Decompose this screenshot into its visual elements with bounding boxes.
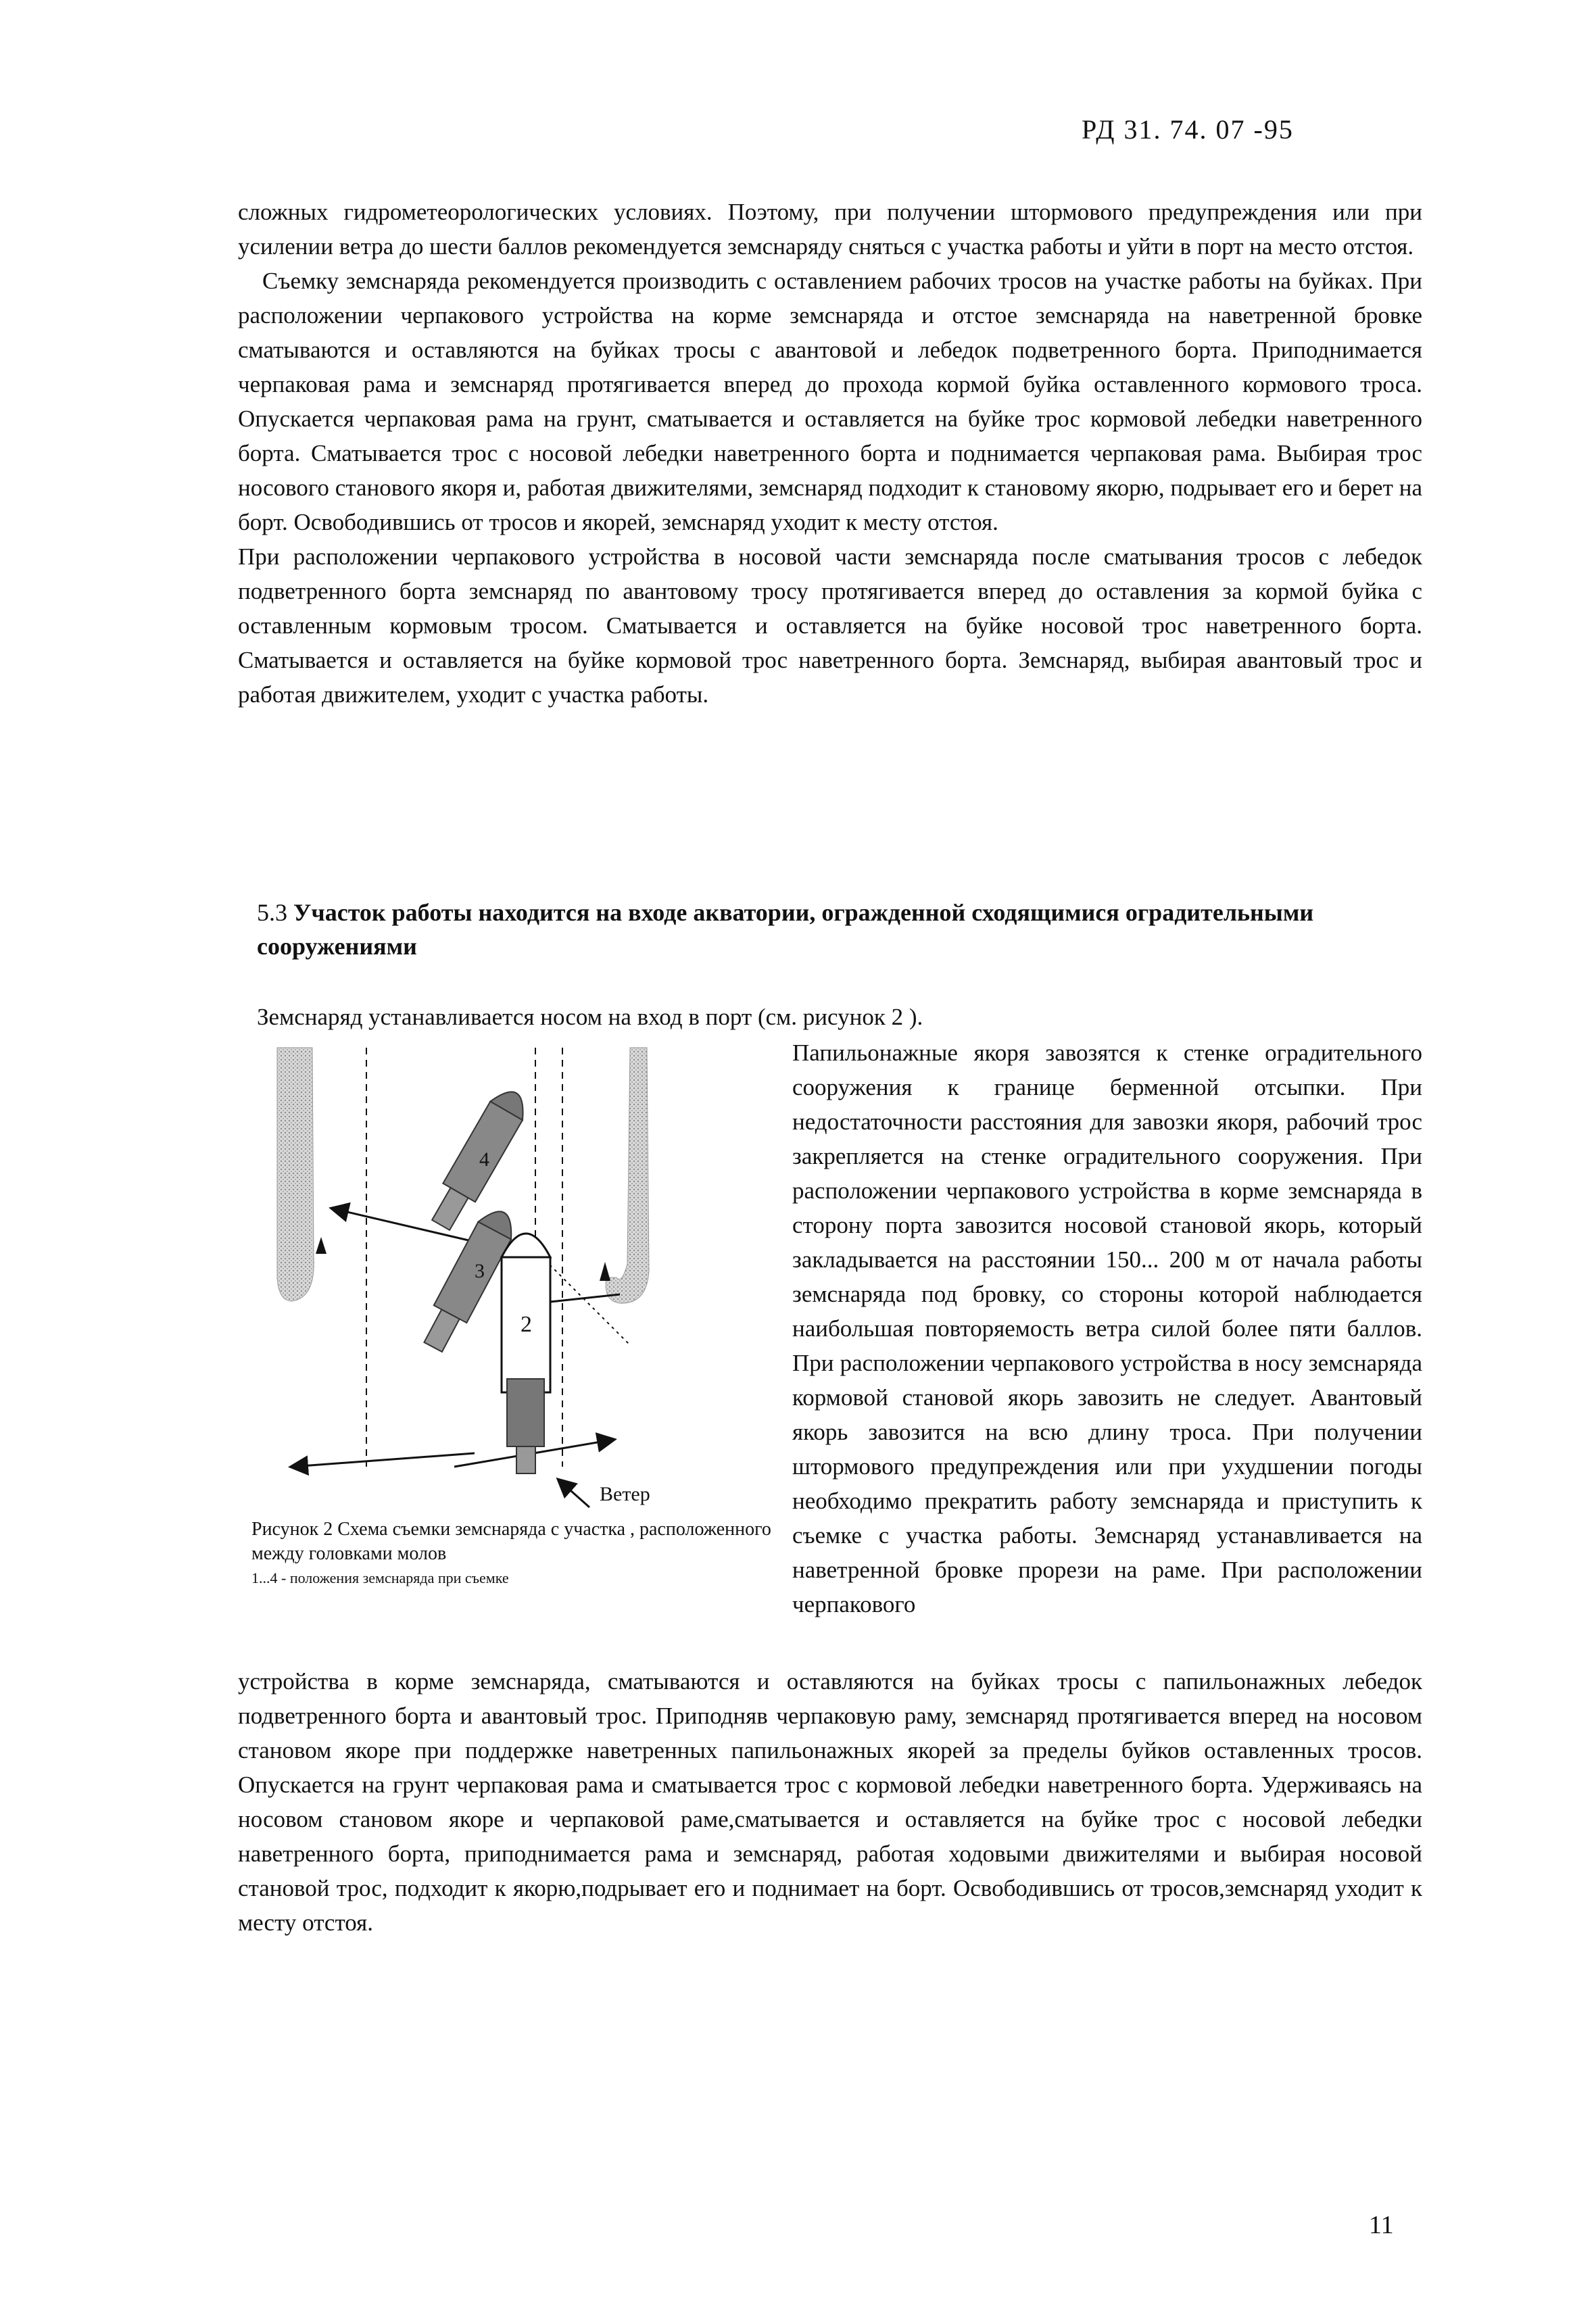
paragraph-1: сложных гидрометеорологических условиях. Поэтому, при получении штормового предупреждения или при усилении ветра до шести баллов рекомендуется земснаряду сняться с участка работы и уйти в порт на место отстоя. — [238, 199, 1422, 260]
paragraph-2: Съемку земснаряда рекомендуется производить с оставлением рабочих тросов на участке работы на буйках. При расположении черпакового устройства на корме земснаряда и отстое земснаряда на наветренной бровке сматываются и оставляются на буйках тросы с авантовой и лебедок подветренного борта. Приподнимается черпаковая рама и земснаряд протягивается вперед до прохода кормой буйка оставленного кормового троса. Опускается черпаковая рама на грунт, сматывается и оставляется на буйке трос кормовой лебедки наветренного борта. Сматывается трос с носовой лебедки наветренного борта и поднимается черпаковая рама. Выбирая трос носового станового якоря и, работая движителями, земснаряд подходит к становому якорю, подрывает его и берет на борт. Освободившись от тросов и якорей, земснаряд уходит к месту отстоя. — [238, 268, 1422, 535]
left-breakwater — [277, 1048, 314, 1301]
right-column-paragraph: Папильонажные якоря завозятся к стенке оградительного сооружения к границе берменной отсыпки. При недостаточности расстояния для завозки якоря, рабочий трос закрепляется на стенке оградительного сооружения. При расположении черпакового устройства в корме земснаряда в сторону порта завозится носовой становой якорь, который закладывается на расстоянии 150... 200 м от начала работы земснаряда под бровку, со стороны которой наблюдается наибольшая повторяемость ветра силой более пяти баллов. При расположении черпакового устройства в носу земснаряда кормовой становой якорь завозить не следует. Авантовый якорь завозится на всю длину троса. При получении штормового предупреждения или при ухудшении погоды необходимо прекратить работу земснаряда и приступить к съемке с участка работы. Земснаряд устанавливается на наветренной бровке прорези на раме. При расположении черпакового — [792, 1040, 1422, 1617]
page-number: 11 — [1369, 2211, 1394, 2239]
anchor-right — [600, 1262, 610, 1281]
wind-label: Ветер — [600, 1483, 650, 1505]
section-heading — [257, 896, 1420, 963]
top-text-block — [238, 195, 1422, 712]
dredger-position-4 — [425, 1084, 533, 1234]
right-column-text — [792, 1035, 1422, 1622]
dredger-position-1 — [507, 1379, 544, 1473]
caption-main: Рисунок 2 Схема съемки земснаряда с участка , расположенного между головками молов — [251, 1519, 771, 1564]
right-breakwater — [606, 1048, 649, 1303]
cable-3 — [292, 1453, 475, 1467]
caption-sub: 1...4 - положения земснаряда при съемке — [251, 1569, 509, 1586]
bottom-text-block — [238, 1664, 1422, 1940]
position-label-3: 3 — [475, 1260, 485, 1282]
document-code: РД 31. 74. 07 -95 — [1082, 114, 1294, 145]
figure-2-diagram — [251, 1034, 779, 1505]
section-number: 5.3 — [257, 899, 287, 926]
paragraph-3: При расположении черпакового устройства в носовой части земснаряда после сматывания тросов с лебедок подветренного борта земснаряд по авантовому тросу протягивается вперед до оставления за кормой буйка с оставленным кормовым тросом. Сматывается и оставляется на буйке носовой трос наветренного борта. Сматывается и оставляется на буйке кормовой трос наветренного борта. Земснаряд, выбирая авантовый трос и работая движителем, уходит с участка работы. — [238, 543, 1422, 708]
anchor-left — [316, 1237, 327, 1254]
section-intro: Земснаряд устанавливается носом на вход в порт (см. рисунок 2 ). — [257, 1004, 923, 1030]
position-label-4: 4 — [479, 1148, 489, 1171]
section-title: Участок работы находится на входе акватории, огражденной сходящимися оградительными сооружениями — [257, 899, 1314, 960]
position-label-2: 2 — [521, 1312, 532, 1337]
figure-caption — [251, 1517, 779, 1590]
bottom-paragraph: устройства в корме земснаряда, сматываются и оставляются на буйках тросы с папильонажных лебедок подветренного борта и авантовый трос. Приподняв черпаковую раму, земснаряд протягивается вперед на носовом становом якоре при поддержке наветренных папильонажных якорей за пределы буйков оставленных тросов. Опускается на грунт черпаковая рама и сматывается трос с кормовой лебедки наветренного борта. Удерживаясь на носовом становом якоре и черпаковой раме,сматывается и оставляется на буйке трос с носовой лебедки наветренного борта, приподнимается рама и земснаряд, работая ходовыми движителями и выбирая носовой становой трос, подходит к якорю,подрывает его и поднимает на борт. Освободившись от тросов,земснаряд уходит к месту отстоя. — [238, 1668, 1422, 1936]
wind-arrow — [559, 1480, 589, 1507]
